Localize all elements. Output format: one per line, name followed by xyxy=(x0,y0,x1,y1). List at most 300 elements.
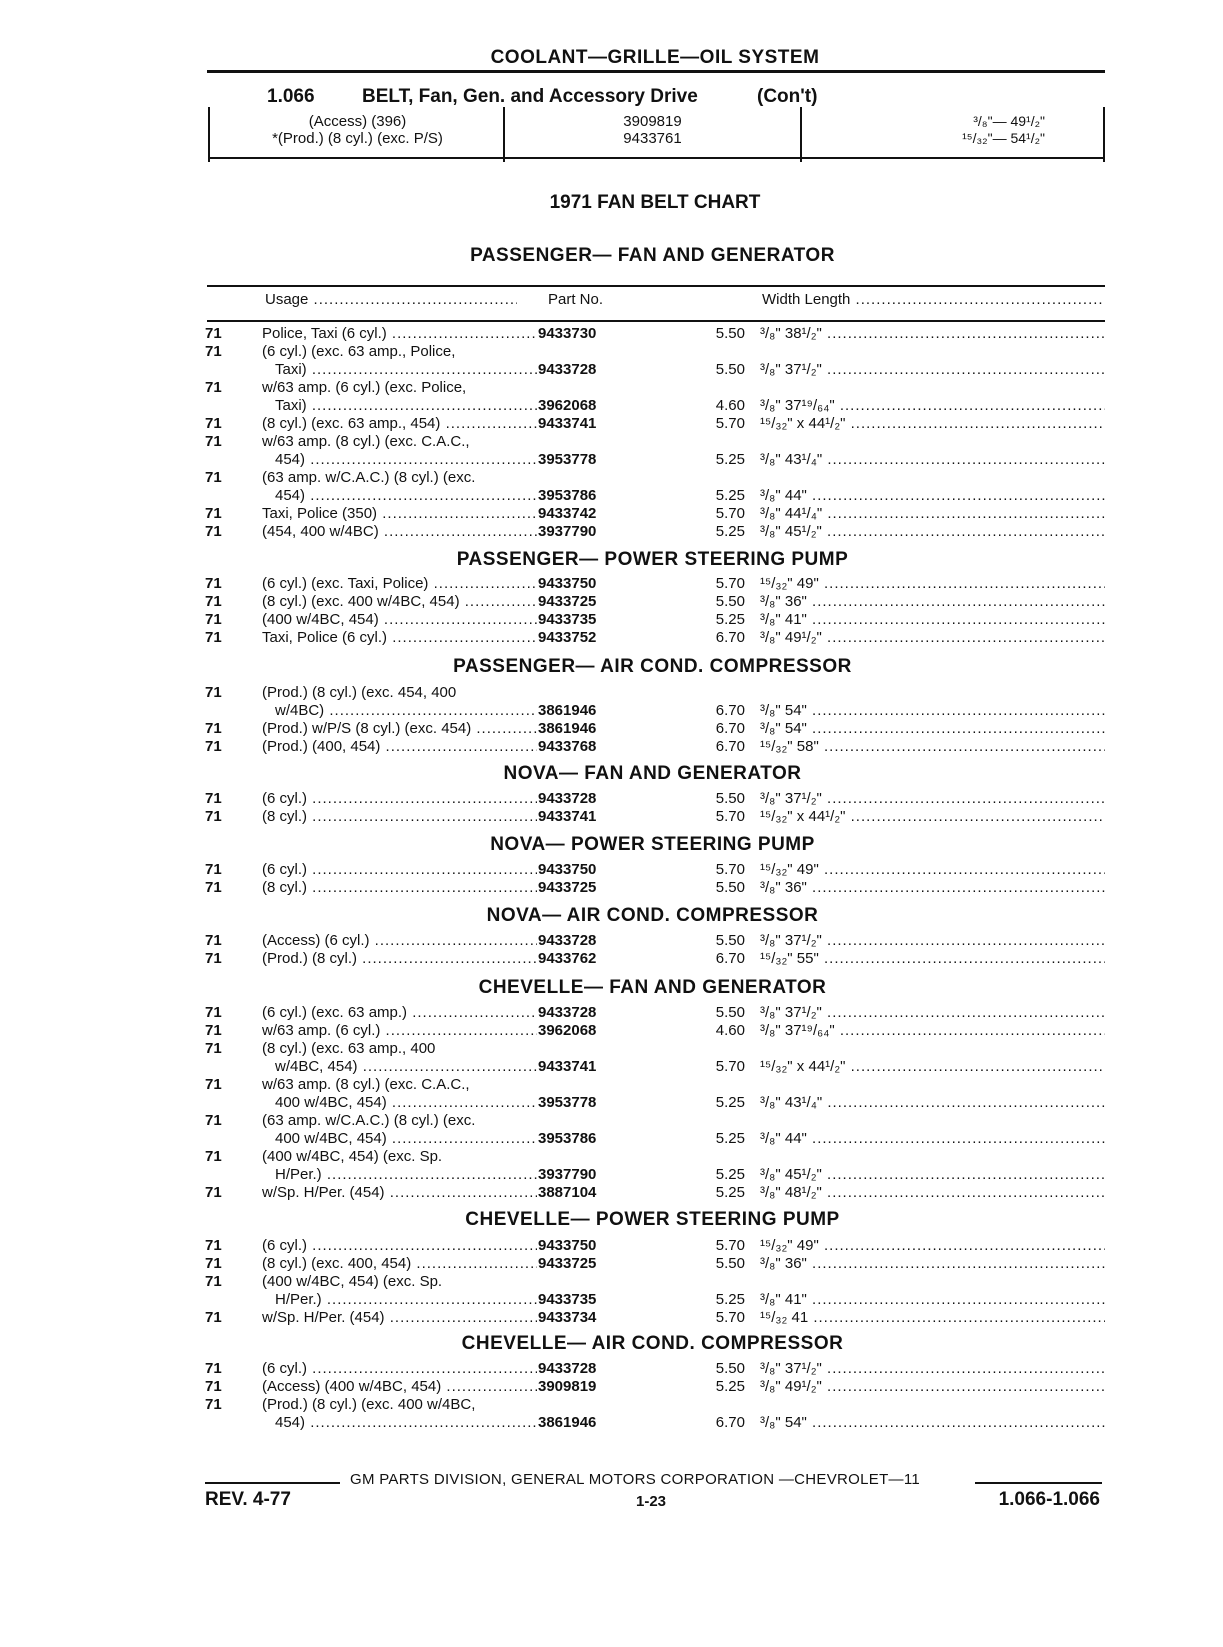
table-row xyxy=(205,379,1100,397)
belt-code-cell: 6.70 xyxy=(715,1414,745,1431)
usage-text: w/4BC) xyxy=(275,702,325,719)
width-length-cell xyxy=(760,1184,1105,1202)
part-number-cell: 9433728 xyxy=(538,1004,597,1021)
usage-cell xyxy=(262,611,537,629)
year-cell: 71 xyxy=(205,790,222,807)
part-number-cell: 9433735 xyxy=(538,1291,597,1308)
width-length-text: ³/₈" 37¹⁹/₆₄" xyxy=(760,1022,835,1039)
year-cell: 71 xyxy=(205,950,222,967)
belt-code-cell: 5.25 xyxy=(715,1184,745,1201)
usage-text: (8 cyl.) xyxy=(262,808,307,825)
table-row xyxy=(205,720,1100,738)
belt-code-cell: 5.50 xyxy=(715,361,745,378)
width-length-text: ³/₈" 36" xyxy=(760,1255,807,1272)
table-row xyxy=(205,575,1100,593)
usage-cell xyxy=(262,1396,537,1414)
box-mid-rule-2 xyxy=(800,107,802,162)
usage-cell xyxy=(262,1184,537,1202)
width-length-cell xyxy=(760,808,1105,826)
usage-text: (6 cyl.) (exc. Taxi, Police) xyxy=(262,575,429,592)
belt-code-cell: 5.50 xyxy=(715,1004,745,1021)
width-length-text: ¹⁵/₃₂" 49" xyxy=(760,1237,819,1254)
usage-cell xyxy=(275,1130,537,1148)
table-row xyxy=(205,1076,1100,1094)
usage-cell xyxy=(262,1255,537,1273)
width-length-text: ³/₈" 41" xyxy=(760,1291,807,1308)
table-row xyxy=(205,361,1100,379)
table-row xyxy=(205,415,1100,433)
box-bottom-rule xyxy=(208,157,1105,159)
width-length-cell xyxy=(760,397,1105,415)
usage-text: Taxi) xyxy=(275,361,307,378)
table-row xyxy=(205,1094,1100,1112)
year-cell: 71 xyxy=(205,1255,222,1272)
width-length-cell xyxy=(760,1166,1105,1184)
part-number-cell: 3909819 xyxy=(538,1378,597,1395)
box-col2 xyxy=(510,113,795,147)
year-cell: 71 xyxy=(205,433,222,450)
width-length-cell xyxy=(760,451,1105,469)
belt-code-cell: 5.25 xyxy=(715,611,745,628)
usage-text: Taxi, Police (6 cyl.) xyxy=(262,629,388,646)
table-row xyxy=(205,1255,1100,1273)
usage-cell xyxy=(275,1058,537,1076)
box-col2-line: 9433761 xyxy=(623,130,682,147)
width-length-cell xyxy=(760,790,1105,808)
year-cell: 71 xyxy=(205,1022,222,1039)
usage-text: (Access) (6 cyl.) xyxy=(262,932,370,949)
usage-text: w/63 amp. (6 cyl.) (exc. Police, xyxy=(262,379,467,396)
year-cell: 71 xyxy=(205,1396,222,1413)
year-cell: 71 xyxy=(205,1148,222,1165)
part-number-cell: 9433752 xyxy=(538,629,597,646)
section-title: PASSENGER— POWER STEERING PUMP xyxy=(456,549,849,570)
usage-text: (8 cyl.) (exc. 63 amp., 400 xyxy=(262,1040,436,1057)
table-row xyxy=(205,1309,1100,1327)
usage-cell xyxy=(275,1166,537,1184)
part-number-cell: 9433750 xyxy=(538,575,597,592)
part-number-cell: 3962068 xyxy=(538,397,597,414)
table-row xyxy=(205,505,1100,523)
year-cell: 71 xyxy=(205,469,222,486)
usage-cell xyxy=(262,1022,537,1040)
usage-text: (6 cyl.) (exc. 63 amp., Police, xyxy=(262,343,456,360)
usage-cell xyxy=(262,1309,537,1327)
usage-cell xyxy=(262,684,537,702)
usage-cell xyxy=(262,1076,537,1094)
width-length-cell xyxy=(760,1058,1105,1076)
table-row xyxy=(205,879,1100,897)
usage-text: (8 cyl.) (exc. 400, 454) xyxy=(262,1255,412,1272)
year-cell: 71 xyxy=(205,879,222,896)
part-number-cell: 3861946 xyxy=(538,702,597,719)
usage-cell xyxy=(262,575,537,593)
width-length-text: ¹⁵/₃₂" 49" xyxy=(760,575,819,592)
year-cell: 71 xyxy=(205,1237,222,1254)
year-cell: 71 xyxy=(205,1076,222,1093)
belt-code-cell: 4.60 xyxy=(715,1022,745,1039)
year-cell: 71 xyxy=(205,1184,222,1201)
width-length-cell xyxy=(760,1004,1105,1022)
width-length-cell xyxy=(760,1360,1105,1378)
belt-code-cell: 5.50 xyxy=(715,325,745,342)
box-col2-line: 3909819 xyxy=(623,113,682,130)
width-length-text: ³/₈" 36" xyxy=(760,879,807,896)
width-length-text: ³/₈" 49¹/₂" xyxy=(760,1378,822,1395)
width-length-cell xyxy=(760,932,1105,950)
box-mid-rule-1 xyxy=(503,107,505,162)
usage-cell xyxy=(262,1378,537,1396)
table-row xyxy=(205,1166,1100,1184)
table-row xyxy=(205,1148,1100,1166)
width-length-text: ¹⁵/₃₂ 41 xyxy=(760,1309,809,1326)
width-length-text: ¹⁵/₃₂" x 44¹/₂" xyxy=(760,1058,846,1075)
usage-cell xyxy=(262,325,537,343)
usage-cell xyxy=(262,1237,537,1255)
width-length-text: ³/₈" 37¹/₂" xyxy=(760,932,822,949)
width-length-text: ¹⁵/₃₂" 58" xyxy=(760,738,819,755)
width-length-cell xyxy=(760,361,1105,379)
box-col3-line: ³/₈"— 49¹/₂" xyxy=(973,113,1045,129)
part-number-cell: 3887104 xyxy=(538,1184,597,1201)
usage-cell xyxy=(262,1004,537,1022)
width-length-text: ³/₈" 37¹⁹/₆₄" xyxy=(760,397,835,414)
width-length-text: ³/₈" 38¹/₂" xyxy=(760,325,822,342)
year-cell: 71 xyxy=(205,415,222,432)
usage-text: H/Per.) xyxy=(275,1291,322,1308)
belt-code-cell: 6.70 xyxy=(715,950,745,967)
table-row xyxy=(205,629,1100,647)
width-length-text: ³/₈" 48¹/₂" xyxy=(760,1184,822,1201)
width-length-text: ³/₈" 36" xyxy=(760,593,807,610)
part-number-cell: 9433742 xyxy=(538,505,597,522)
usage-text: 400 w/4BC, 454) xyxy=(275,1130,387,1147)
part-number-cell: 9433741 xyxy=(538,415,597,432)
table-row xyxy=(205,487,1100,505)
chart-title: 1971 FAN BELT CHART xyxy=(549,192,761,213)
belt-code-cell: 5.70 xyxy=(715,575,745,592)
part-number-cell: 9433728 xyxy=(538,790,597,807)
width-length-cell xyxy=(760,1309,1105,1327)
usage-cell xyxy=(275,1291,537,1309)
year-cell: 71 xyxy=(205,1309,222,1326)
table-row xyxy=(205,1378,1100,1396)
width-length-cell xyxy=(760,1094,1105,1112)
year-cell: 71 xyxy=(205,1004,222,1021)
year-cell: 71 xyxy=(205,808,222,825)
part-number-cell: 9433728 xyxy=(538,1360,597,1377)
width-length-text: ¹⁵/₃₂" x 44¹/₂" xyxy=(760,808,846,825)
table-row xyxy=(205,1040,1100,1058)
belt-code-cell: 6.70 xyxy=(715,738,745,755)
belt-code-cell: 5.70 xyxy=(715,1309,745,1326)
year-cell: 71 xyxy=(205,1112,222,1129)
page-heading: COOLANT—GRILLE—OIL SYSTEM xyxy=(490,47,820,68)
year-cell: 71 xyxy=(205,932,222,949)
usage-cell xyxy=(262,379,537,397)
part-number-cell: 3937790 xyxy=(538,523,597,540)
width-length-cell xyxy=(760,593,1105,611)
year-cell: 71 xyxy=(205,720,222,737)
year-cell: 71 xyxy=(205,575,222,592)
belt-code-cell: 5.25 xyxy=(715,451,745,468)
belt-code-cell: 5.25 xyxy=(715,1094,745,1111)
year-cell: 71 xyxy=(205,505,222,522)
usage-cell xyxy=(262,808,537,826)
width-length-text: ³/₈" 37¹/₂" xyxy=(760,361,822,378)
usage-text: w/Sp. H/Per. (454) xyxy=(262,1309,385,1326)
belt-code-cell: 5.25 xyxy=(715,1291,745,1308)
usage-cell xyxy=(262,1148,537,1166)
usage-cell xyxy=(275,702,537,720)
width-length-cell xyxy=(760,702,1105,720)
usage-text: 454) xyxy=(275,451,306,468)
table-row xyxy=(205,325,1100,343)
belt-code-cell: 5.25 xyxy=(715,1130,745,1147)
year-cell: 71 xyxy=(205,1273,222,1290)
part-number-cell: 9433750 xyxy=(538,861,597,878)
usage-text: 454) xyxy=(275,487,306,504)
belt-code-cell: 5.70 xyxy=(715,808,745,825)
usage-cell xyxy=(262,1040,537,1058)
usage-cell xyxy=(262,738,537,756)
table-row xyxy=(205,1291,1100,1309)
section-title: CHEVELLE— AIR COND. COMPRESSOR xyxy=(461,1333,844,1354)
part-number-cell: 9433725 xyxy=(538,879,597,896)
table-row xyxy=(205,1004,1100,1022)
usage-cell xyxy=(275,487,537,505)
item-cont: (Con't) xyxy=(757,86,818,107)
usage-text: (6 cyl.) xyxy=(262,1360,307,1377)
usage-text: (Prod.) (8 cyl.) xyxy=(262,950,358,967)
usage-text: w/4BC, 454) xyxy=(275,1058,358,1075)
box-col3 xyxy=(860,113,1045,147)
belt-code-cell: 5.50 xyxy=(715,1255,745,1272)
usage-text: (8 cyl.) (exc. 63 amp., 454) xyxy=(262,415,441,432)
belt-code-cell: 5.25 xyxy=(715,523,745,540)
footer-center-text: GM PARTS DIVISION, GENERAL MOTORS CORPORATION —CHEVROLET—11 xyxy=(350,1471,921,1488)
part-number-cell: 9433768 xyxy=(538,738,597,755)
width-length-cell xyxy=(760,487,1105,505)
table-row xyxy=(205,702,1100,720)
usage-cell xyxy=(262,433,537,451)
usage-cell xyxy=(262,505,537,523)
width-length-cell xyxy=(760,325,1105,343)
year-cell: 71 xyxy=(205,379,222,396)
usage-text: (Prod.) w/P/S (8 cyl.) (exc. 454) xyxy=(262,720,472,737)
part-number-cell: 9433728 xyxy=(538,932,597,949)
section-title: NOVA— AIR COND. COMPRESSOR xyxy=(486,905,819,926)
width-length-cell xyxy=(760,523,1105,541)
usage-cell xyxy=(262,415,537,433)
section-title: NOVA— POWER STEERING PUMP xyxy=(490,834,815,855)
usage-cell xyxy=(262,523,537,541)
width-length-cell xyxy=(760,1291,1105,1309)
usage-text: (400 w/4BC, 454) (exc. Sp. xyxy=(262,1273,443,1290)
belt-code-cell: 5.50 xyxy=(715,879,745,896)
usage-cell xyxy=(262,932,537,950)
usage-cell xyxy=(262,1273,537,1291)
width-length-cell xyxy=(760,950,1105,968)
width-length-text: ³/₈" 44" xyxy=(760,1130,807,1147)
width-length-text: ³/₈" 54" xyxy=(760,702,807,719)
table-row xyxy=(205,1022,1100,1040)
usage-cell xyxy=(262,1112,537,1130)
box-right-rule xyxy=(1103,107,1105,162)
year-cell: 71 xyxy=(205,523,222,540)
year-cell: 71 xyxy=(205,629,222,646)
usage-text: (400 w/4BC, 454) (exc. Sp. xyxy=(262,1148,443,1165)
year-cell: 71 xyxy=(205,1360,222,1377)
usage-cell xyxy=(262,629,537,647)
table-row xyxy=(205,433,1100,451)
year-cell: 71 xyxy=(205,684,222,701)
year-cell: 71 xyxy=(205,611,222,628)
width-length-cell xyxy=(760,1414,1105,1432)
table-row xyxy=(205,1058,1100,1076)
width-length-text: ³/₈" 44¹/₄" xyxy=(760,505,823,522)
part-number-cell: 9433750 xyxy=(538,1237,597,1254)
table-header-bottom-rule xyxy=(207,320,1105,322)
usage-cell xyxy=(262,593,537,611)
width-length-text: ¹⁵/₃₂" x 44¹/₂" xyxy=(760,415,846,432)
part-number-cell: 9433762 xyxy=(538,950,597,967)
table-row xyxy=(205,1273,1100,1291)
table-row xyxy=(205,1184,1100,1202)
usage-text: w/Sp. H/Per. (454) xyxy=(262,1184,385,1201)
part-number-cell: 3861946 xyxy=(538,1414,597,1431)
usage-text: Taxi, Police (350) xyxy=(262,505,378,522)
header-width-length: Width Length ..... xyxy=(762,291,1105,308)
box-col1 xyxy=(215,113,500,147)
box-col1-line: (Access) (396) xyxy=(308,113,407,130)
usage-text: Police, Taxi (6 cyl.) xyxy=(262,325,387,342)
belt-code-cell: 6.70 xyxy=(715,629,745,646)
usage-text: Taxi) xyxy=(275,397,307,414)
item-number: 1.066 xyxy=(267,86,315,107)
width-length-cell xyxy=(760,629,1105,647)
section-title: CHEVELLE— FAN AND GENERATOR xyxy=(478,977,827,998)
belt-code-cell: 5.25 xyxy=(715,1378,745,1395)
section-title: PASSENGER— AIR COND. COMPRESSOR xyxy=(453,656,852,677)
usage-text: 454) xyxy=(275,1414,306,1431)
width-length-cell xyxy=(760,861,1105,879)
table-row xyxy=(205,1414,1100,1432)
year-cell: 71 xyxy=(205,1378,222,1395)
footer-rule-right xyxy=(975,1482,1102,1484)
belt-code-cell: 6.70 xyxy=(715,702,745,719)
width-length-cell xyxy=(760,1255,1105,1273)
usage-cell xyxy=(262,469,537,487)
belt-code-cell: 5.70 xyxy=(715,861,745,878)
belt-code-cell: 5.70 xyxy=(715,415,745,432)
year-cell: 71 xyxy=(205,861,222,878)
usage-cell xyxy=(275,361,537,379)
width-length-cell xyxy=(760,738,1105,756)
part-number-cell: 9433741 xyxy=(538,808,597,825)
usage-text: (8 cyl.) (exc. 400 w/4BC, 454) xyxy=(262,593,460,610)
year-cell: 71 xyxy=(205,738,222,755)
usage-text: 400 w/4BC, 454) xyxy=(275,1094,387,1111)
table-row xyxy=(205,469,1100,487)
width-length-cell xyxy=(760,1130,1105,1148)
belt-code-cell: 5.50 xyxy=(715,932,745,949)
width-length-cell xyxy=(760,1237,1105,1255)
usage-text: (6 cyl.) xyxy=(262,861,307,878)
belt-code-cell: 5.70 xyxy=(715,1058,745,1075)
width-length-text: ³/₈" 43¹/₄" xyxy=(760,1094,823,1111)
width-length-text: ¹⁵/₃₂" 55" xyxy=(760,950,819,967)
part-number-cell: 3953786 xyxy=(538,1130,597,1147)
table-row xyxy=(205,684,1100,702)
table-row xyxy=(205,343,1100,361)
footer-rev: REV. 4-77 xyxy=(205,1489,291,1510)
heading-rule xyxy=(207,70,1105,73)
usage-text: w/63 amp. (8 cyl.) (exc. C.A.C., xyxy=(262,433,470,450)
part-number-cell: 3953778 xyxy=(538,451,597,468)
section-title: NOVA— FAN AND GENERATOR xyxy=(503,763,802,784)
footer-range: 1.066-1.066 xyxy=(998,1489,1100,1510)
width-length-text: ³/₈" 45¹/₂" xyxy=(760,1166,822,1183)
table-row xyxy=(205,1396,1100,1414)
usage-text: (63 amp. w/C.A.C.) (8 cyl.) (exc. xyxy=(262,1112,476,1129)
usage-text: (6 cyl.) xyxy=(262,1237,307,1254)
section-title: PASSENGER— FAN AND GENERATOR xyxy=(470,245,835,266)
width-length-text: ³/₈" 41" xyxy=(760,611,807,628)
part-number-cell: 9433734 xyxy=(538,1309,597,1326)
belt-code-cell: 5.70 xyxy=(715,505,745,522)
table-row xyxy=(205,451,1100,469)
header-usage: Usage ..... xyxy=(265,291,517,308)
usage-cell xyxy=(262,861,537,879)
table-row xyxy=(205,1360,1100,1378)
usage-cell xyxy=(262,720,537,738)
usage-cell xyxy=(262,1360,537,1378)
usage-text: w/63 amp. (8 cyl.) (exc. C.A.C., xyxy=(262,1076,470,1093)
table-row xyxy=(205,611,1100,629)
part-number-cell: 9433730 xyxy=(538,325,597,342)
year-cell: 71 xyxy=(205,325,222,342)
width-length-text: ³/₈" 44" xyxy=(760,487,807,504)
width-length-cell xyxy=(760,1378,1105,1396)
box-col3-line: ¹⁵/₃₂"— 54¹/₂" xyxy=(962,130,1045,146)
box-col1-line: *(Prod.) (8 cyl.) (exc. P/S) xyxy=(272,130,443,147)
box-left-rule xyxy=(208,107,210,162)
width-length-cell xyxy=(760,415,1105,433)
table-row xyxy=(205,1130,1100,1148)
table-row xyxy=(205,523,1100,541)
width-length-cell xyxy=(760,879,1105,897)
belt-code-cell: 4.60 xyxy=(715,397,745,414)
table-row xyxy=(205,1112,1100,1130)
width-length-cell xyxy=(760,720,1105,738)
usage-cell xyxy=(275,451,537,469)
table-header-top-rule xyxy=(207,285,1105,287)
width-length-text: ³/₈" 43¹/₄" xyxy=(760,451,823,468)
table-row xyxy=(205,808,1100,826)
part-number-cell: 9433741 xyxy=(538,1058,597,1075)
usage-cell xyxy=(262,950,537,968)
belt-code-cell: 5.25 xyxy=(715,1166,745,1183)
belt-code-cell: 5.25 xyxy=(715,487,745,504)
belt-code-cell: 5.50 xyxy=(715,593,745,610)
table-row xyxy=(205,950,1100,968)
table-row xyxy=(205,738,1100,756)
usage-cell xyxy=(275,1414,537,1432)
width-length-text: ³/₈" 37¹/₂" xyxy=(760,790,822,807)
width-length-cell xyxy=(760,1022,1105,1040)
usage-cell xyxy=(275,397,537,415)
